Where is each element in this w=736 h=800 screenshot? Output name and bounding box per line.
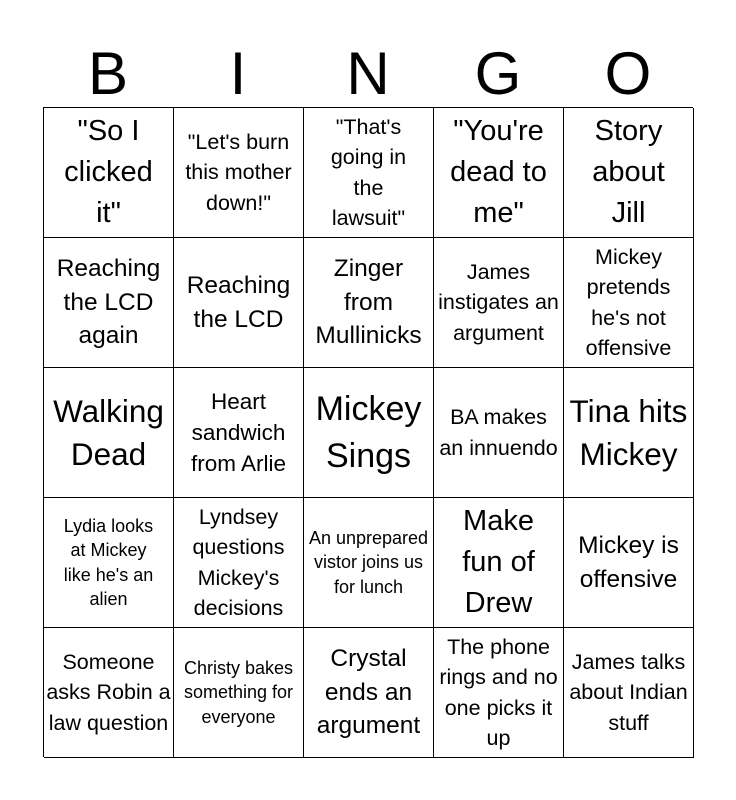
cell-text: "So I clicked it" — [64, 114, 153, 230]
bingo-cell[interactable] — [434, 368, 564, 498]
cell-text: Lydia looks at Mickey like he's an alien — [63, 515, 154, 609]
cell-text: Heart sandwich from Arlie — [190, 388, 287, 477]
cell-text: Christy bakes something for everyone — [183, 657, 294, 727]
bingo-cell[interactable] — [174, 368, 304, 498]
bingo-cell[interactable] — [304, 498, 434, 628]
bingo-cell[interactable] — [564, 238, 694, 368]
bingo-cell[interactable] — [564, 368, 694, 498]
bingo-cell[interactable] — [564, 498, 694, 628]
bingo-cell[interactable] — [434, 108, 564, 238]
bingo-cell[interactable] — [174, 108, 304, 238]
cell-text: Zinger from Mullinicks — [315, 254, 422, 350]
bingo-board — [43, 107, 693, 757]
bingo-cell[interactable] — [44, 238, 174, 368]
bingo-cell[interactable] — [174, 238, 304, 368]
cell-text: James talks about Indian stuff — [569, 650, 688, 735]
cell-text: Walking Dead — [53, 392, 164, 472]
bingo-cell[interactable] — [434, 238, 564, 368]
header-letter-b: B — [87, 40, 129, 107]
header-letter-i: I — [229, 40, 247, 107]
cell-text: Someone asks Robin a law question — [46, 650, 171, 735]
cell-text: Mickey pretends he's not offensive — [585, 245, 672, 360]
bingo-cell[interactable] — [44, 368, 174, 498]
bingo-cell[interactable] — [44, 628, 174, 758]
cell-text: Lyndsey questions Mickey's decisions — [192, 505, 285, 620]
cell-text: Crystal ends an argument — [316, 644, 421, 740]
header-letter-g: G — [474, 40, 522, 107]
cell-text: James instigates an argument — [438, 260, 559, 345]
bingo-cell[interactable] — [564, 628, 694, 758]
bingo-cell[interactable] — [304, 368, 434, 498]
cell-text: Story about Jill — [592, 114, 665, 230]
bingo-cell[interactable] — [434, 628, 564, 758]
bingo-cell[interactable] — [434, 498, 564, 628]
cell-text: Mickey is offensive — [578, 531, 679, 593]
cell-text: Tina hits Mickey — [569, 392, 688, 472]
cell-text: "You're dead to me" — [450, 114, 547, 230]
bingo-cell[interactable] — [44, 498, 174, 628]
bingo-cell[interactable] — [304, 628, 434, 758]
cell-text: Reaching the LCD again — [56, 254, 161, 350]
cell-text: Mickey Sings — [315, 390, 422, 475]
header-letter-n: N — [346, 40, 390, 107]
bingo-cell[interactable] — [304, 108, 434, 238]
cell-text: "That's going in the lawsuit" — [330, 115, 407, 230]
bingo-cell[interactable] — [304, 238, 434, 368]
cell-text: "Let's burn this mother down!" — [185, 130, 292, 215]
cell-text: Make fun of Drew — [462, 504, 535, 620]
bingo-cell[interactable] — [564, 108, 694, 238]
cell-text: The phone rings and no one picks it up — [439, 635, 558, 750]
bingo-cell[interactable] — [44, 108, 174, 238]
bingo-cell[interactable] — [174, 498, 304, 628]
cell-text: BA makes an innuendo — [439, 405, 558, 460]
cell-text: Reaching the LCD — [186, 271, 291, 333]
cell-text: An unprepared vistor joins us for lunch — [308, 527, 429, 597]
header-letter-o: O — [604, 40, 652, 107]
bingo-header — [43, 40, 693, 108]
bingo-cell[interactable] — [174, 628, 304, 758]
